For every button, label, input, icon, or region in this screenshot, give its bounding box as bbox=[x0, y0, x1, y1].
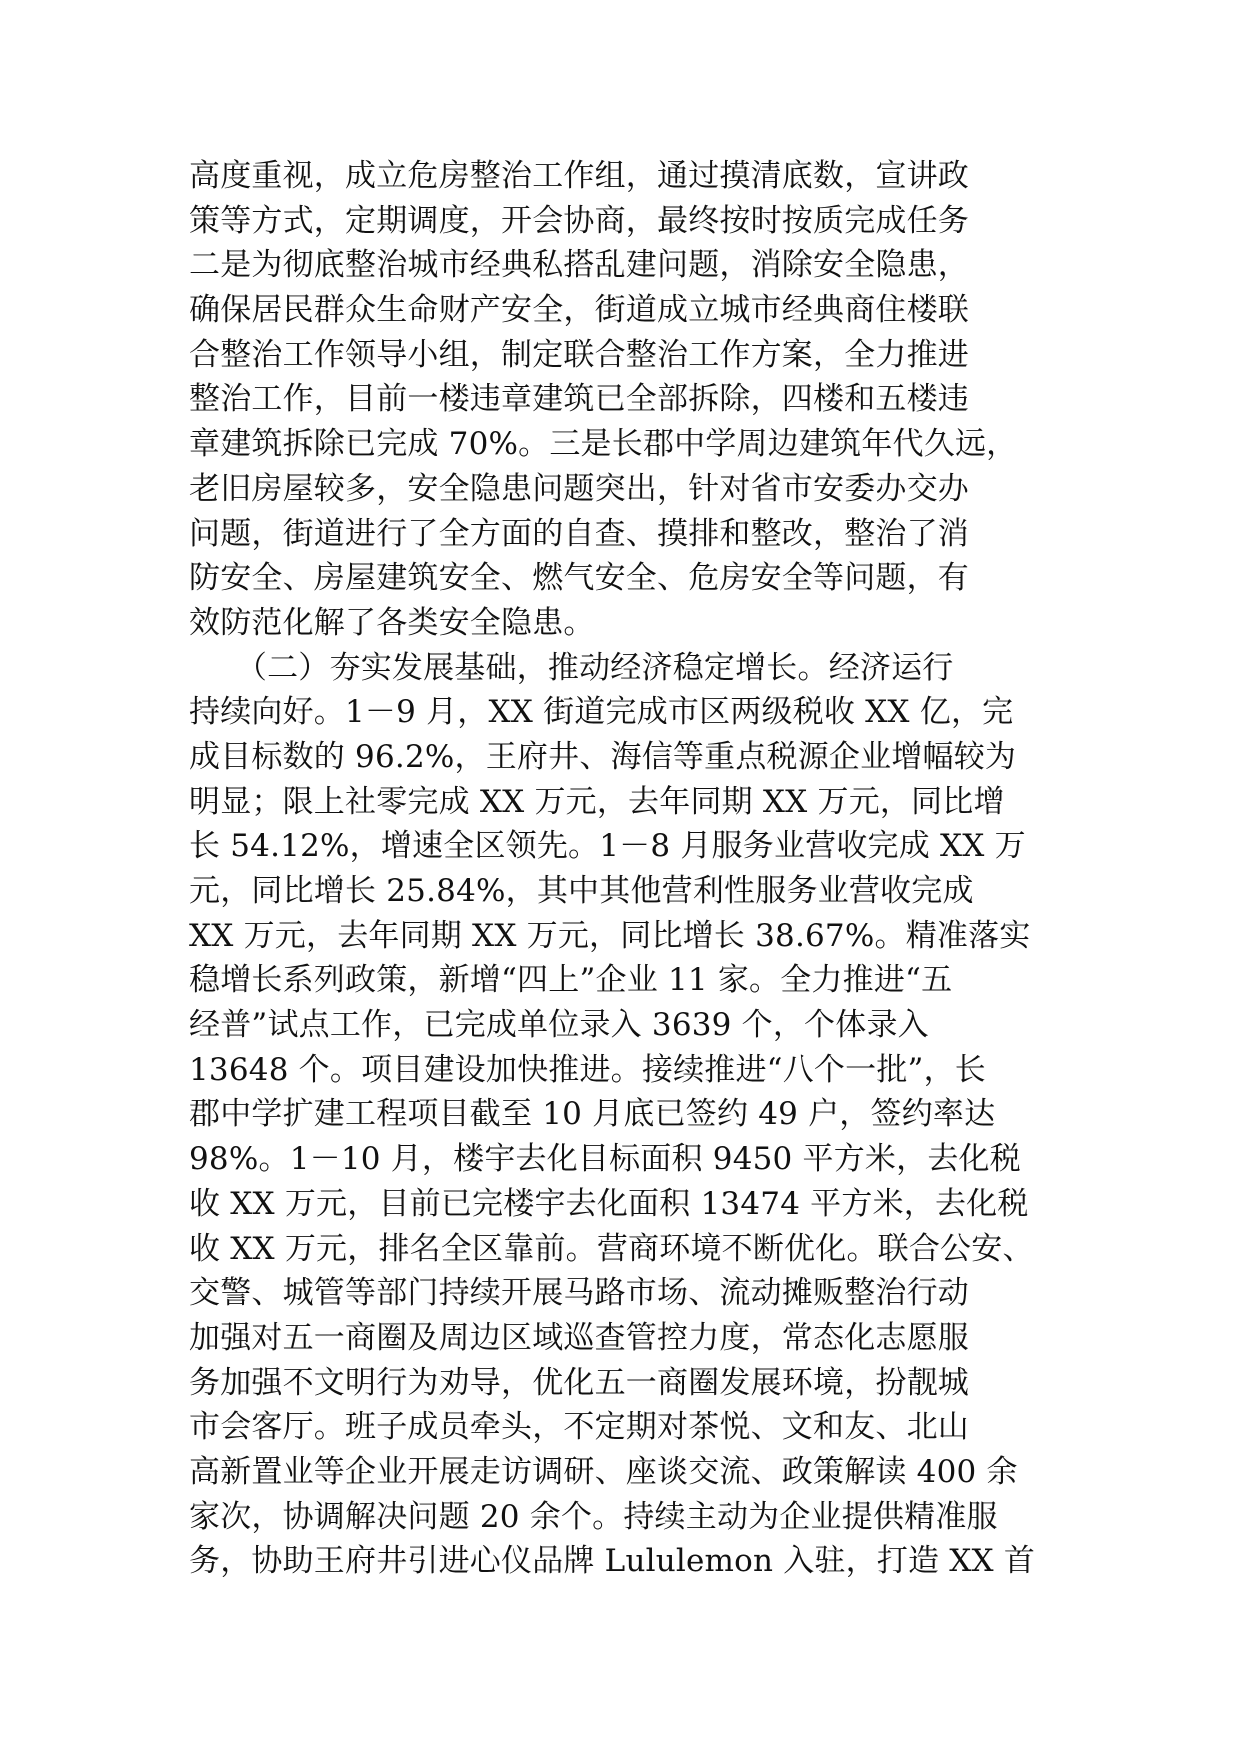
text-line: 经普”试点工作，已完成单位录入 3639 个，个体录入 bbox=[189, 1007, 929, 1044]
text-line: 成目标数的 96.2%，王府井、海信等重点税源企业增幅较为 bbox=[189, 738, 1017, 775]
text-line: XX 万元，去年同期 XX 万元，同比增长 38.67%。精准落实 bbox=[189, 917, 1031, 954]
text-line: 交警、城管等部门持续开展马路市场、流动摊贩整治行动 bbox=[189, 1275, 969, 1312]
text-line: 13648 个。项目建设加快推进。接续推进“八个一批”，长 bbox=[189, 1051, 986, 1088]
text-line: 稳增长系列政策，新增“四上”企业 11 家。全力推进“五 bbox=[189, 962, 953, 999]
text-line: 收 XX 万元，排名全区靠前。营商环境不断优化。联合公安、 bbox=[189, 1230, 1034, 1267]
text-line: 收 XX 万元，目前已完楼宇去化面积 13474 平方米，去化税 bbox=[189, 1185, 1029, 1222]
body-text bbox=[189, 154, 1069, 1584]
text-line: 合整治工作领导小组，制定联合整治工作方案，全力推进 bbox=[189, 336, 969, 373]
text-line: 效防范化解了各类安全隐患。 bbox=[189, 604, 595, 641]
text-line: 加强对五一商圈及周边区域巡查管控力度，常态化志愿服 bbox=[189, 1319, 969, 1356]
text-line: 持续向好。1－9 月，XX 街道完成市区两级税收 XX 亿，完 bbox=[189, 694, 1014, 731]
text-line: 整治工作，目前一楼违章建筑已全部拆除，四楼和五楼违 bbox=[189, 381, 969, 418]
text-line: 元，同比增长 25.84%，其中其他营利性服务业营收完成 bbox=[189, 873, 974, 909]
text-line: 务加强不文明行为劝导，优化五一商圈发展环境，扮靓城 bbox=[189, 1364, 969, 1401]
text-line: 二是为彻底整治城市经典私搭乱建问题，消除安全隐患， bbox=[189, 247, 969, 284]
text-line: 明显；限上社零完成 XX 万元，去年同期 XX 万元，同比增 bbox=[189, 783, 1005, 820]
text-line: 98%。1－10 月，楼宇去化目标面积 9450 平方米，去化税 bbox=[189, 1141, 1021, 1178]
text-line: 策等方式，定期调度，开会协商，最终按时按质完成任务 bbox=[189, 202, 969, 239]
section-heading-line: （二）夯实发展基础，推动经济稳定增长。经济运行 bbox=[189, 649, 954, 686]
text-line: 确保居民群众生命财产安全，街道成立城市经典商住楼联 bbox=[189, 292, 969, 329]
text-line: 问题，街道进行了全方面的自查、摸排和整改，整治了消 bbox=[189, 515, 969, 552]
text-line: 市会客厅。班子成员牵头，不定期对茶悦、文和友、北山 bbox=[189, 1409, 969, 1446]
text-line: 家次，协调解决问题 20 余个。持续主动为企业提供精准服 bbox=[189, 1498, 998, 1535]
text-line: 郡中学扩建工程项目截至 10 月底已签约 49 户，签约率达 bbox=[189, 1096, 996, 1133]
text-line: 高度重视，成立危房整治工作组，通过摸清底数，宣讲政 bbox=[189, 158, 969, 194]
text-line: 防安全、房屋建筑安全、燃气安全、危房安全等问题，有 bbox=[189, 560, 969, 597]
text-line: 长 54.12%，增速全区领先。1－8 月服务业营收完成 XX 万 bbox=[189, 828, 1026, 865]
text-line: 章建筑拆除已完成 70%。三是长郡中学周边建筑年代久远， bbox=[189, 426, 1018, 463]
text-line: 务，协助王府井引进心仪品牌 Lululemon 入驻，打造 XX 首 bbox=[189, 1543, 1036, 1580]
text-line: 高新置业等企业开展走访调研、座谈交流、政策解读 400 余 bbox=[189, 1453, 1018, 1490]
text-line: 老旧房屋较多，安全隐患问题突出，针对省市安委办交办 bbox=[189, 470, 969, 507]
